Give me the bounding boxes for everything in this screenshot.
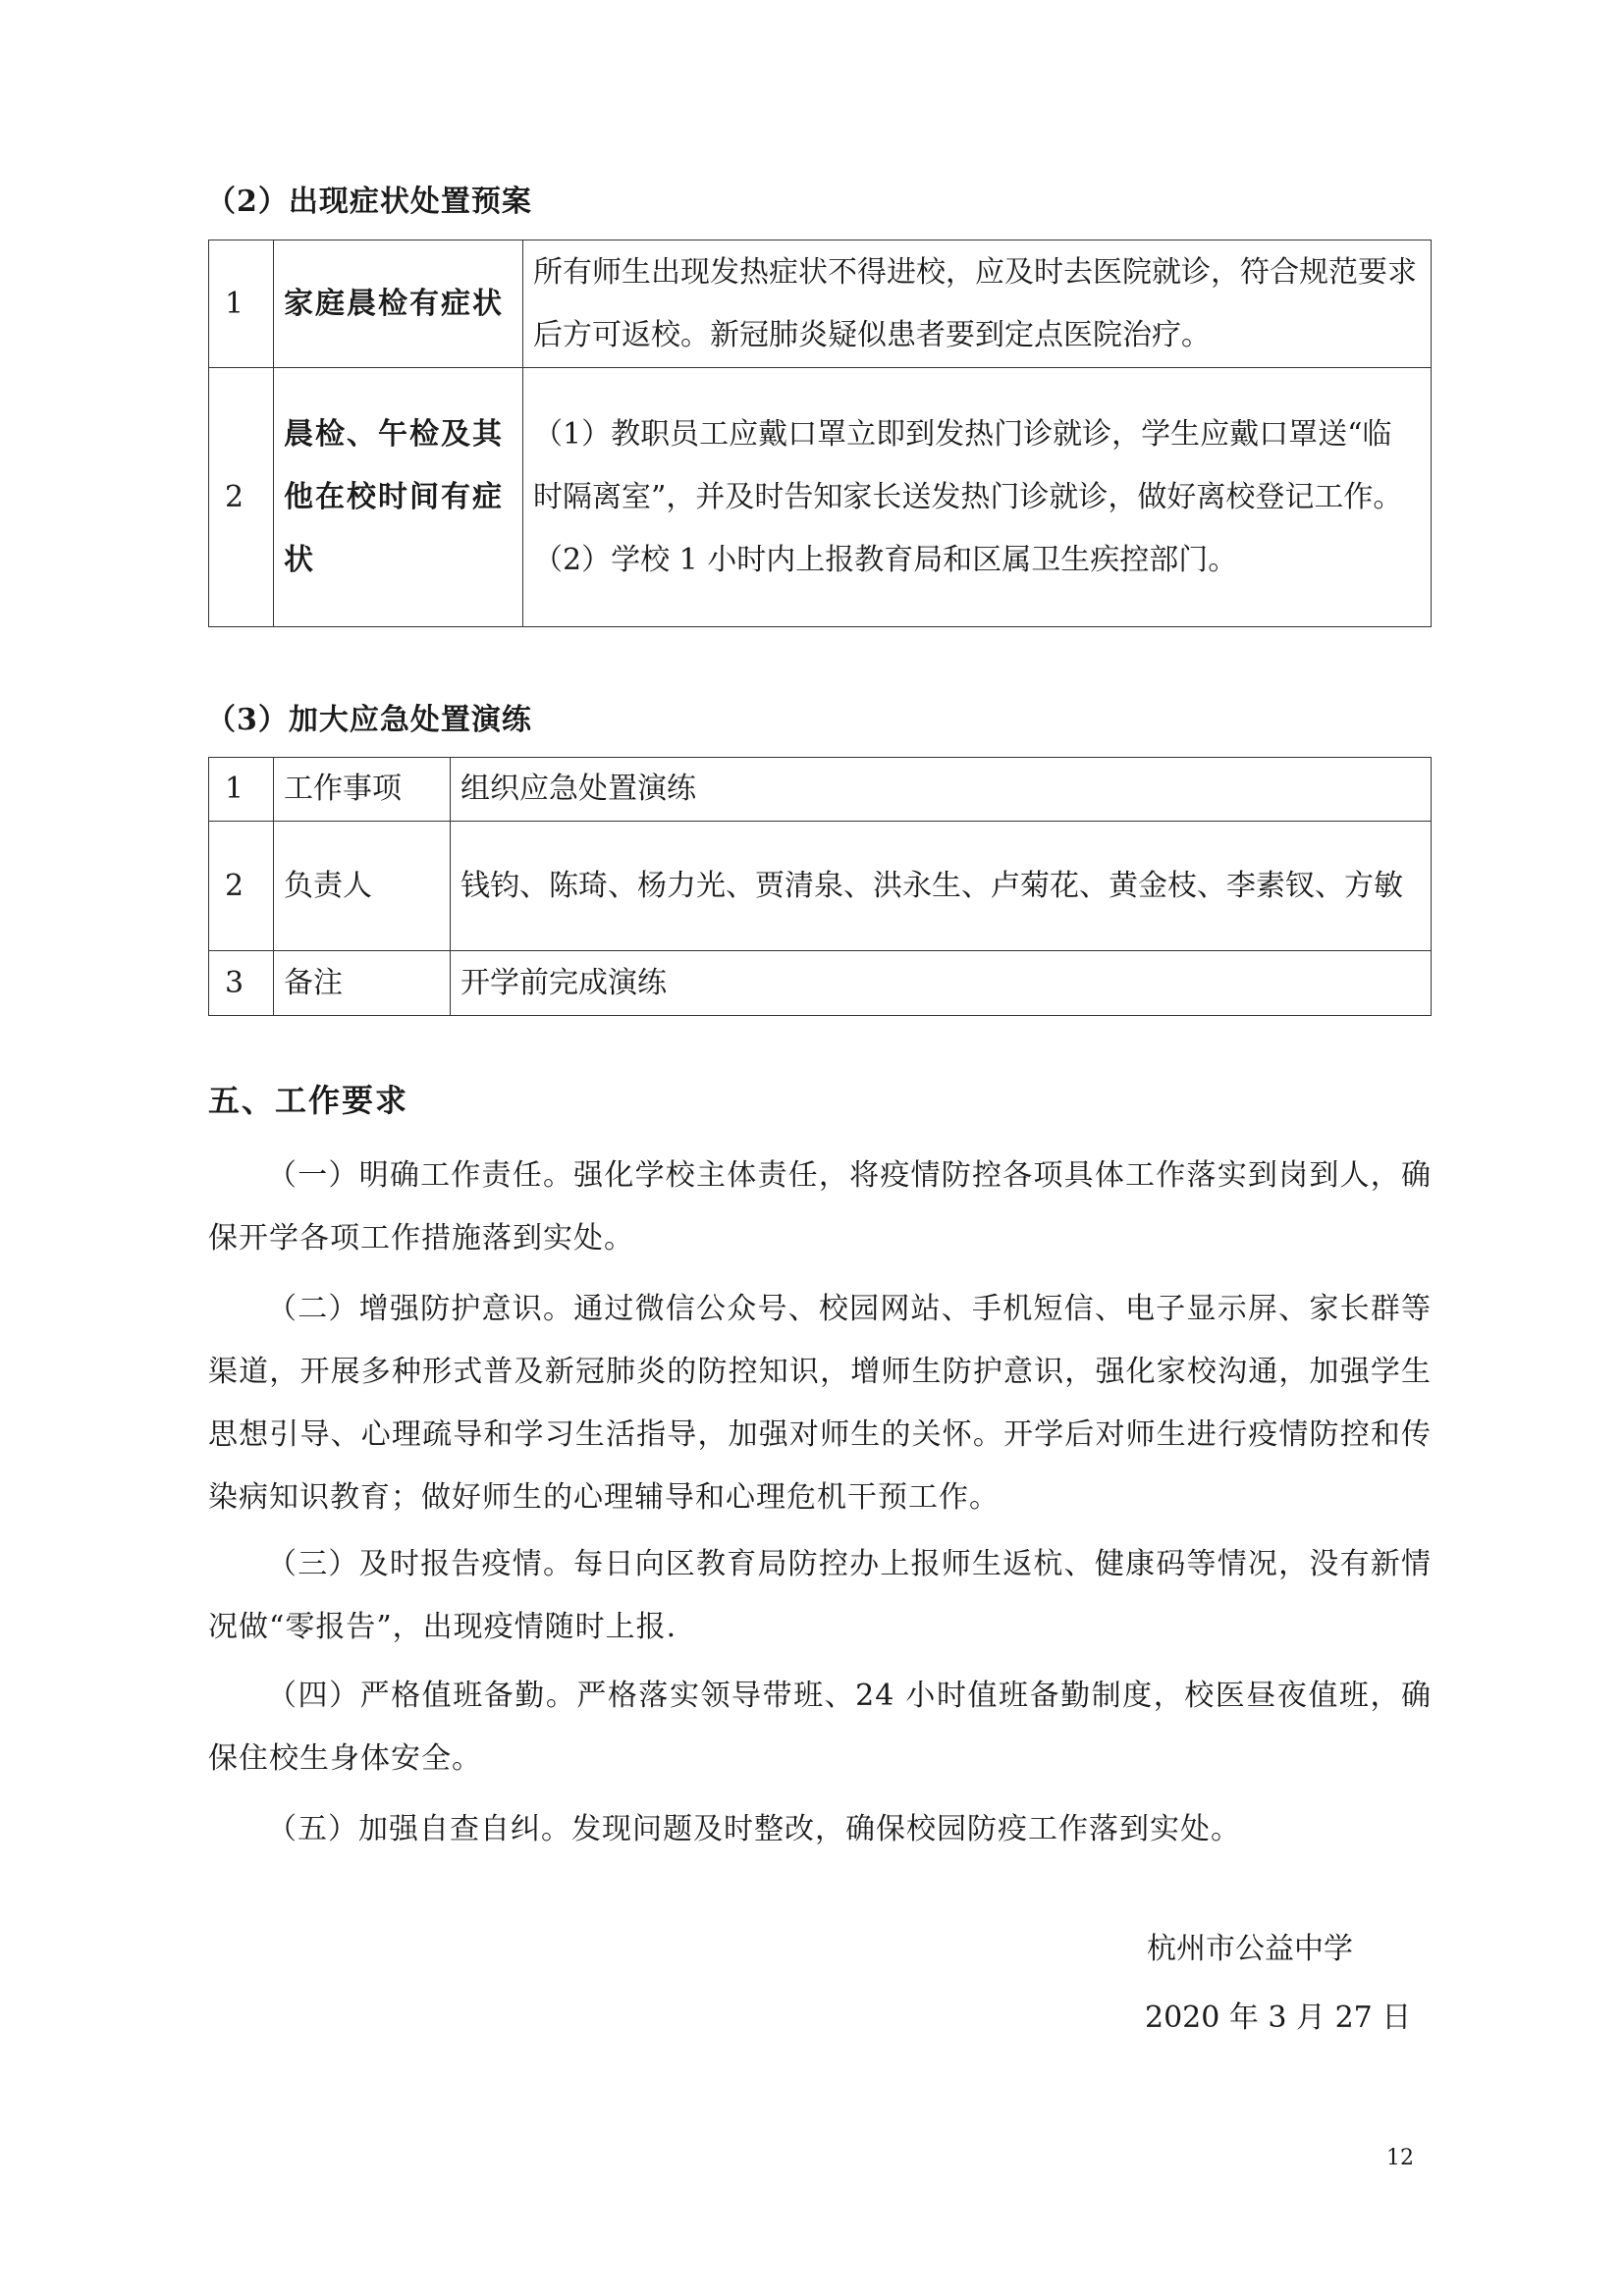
row-label: 工作事项: [274, 758, 451, 822]
row-number: 2: [209, 368, 274, 627]
row-label: 负责人: [274, 822, 451, 951]
table-row: [209, 822, 1432, 951]
row-content: [523, 368, 1432, 627]
row-number: 1: [209, 240, 274, 368]
row-content: [523, 240, 1432, 368]
row-content: 开学前完成演练: [451, 951, 1432, 1016]
content-paragraph: （2）学校 1 小时内上报教育局和区属卫生疾控部门。: [533, 542, 1238, 577]
row-number: 1: [209, 758, 274, 822]
row-number: 3: [209, 951, 274, 1016]
symptom-plan-table: [208, 240, 1432, 627]
requirement-paragraph: （二）增强防护意识。通过微信公众号、校园网站、手机短信、电子显示屏、家长群等渠道，开展多种形式普及新冠肺炎的防控知识，增师生防护意识，强化家校沟通，加强学生思想引导、心理疏导和学习生活指导，加强对师生的关怀。开学后对师生进行疫情防控和传染病知识教育；做好师生的心理辅导和心理危机干预工作。: [208, 1292, 1432, 1515]
requirement-paragraph: （四）严格值班备勤。严格落实领导带班、24 小时值班备勤制度，校医昼夜值班，确保住校生身体安全。: [208, 1679, 1432, 1776]
content-paragraph: （1）教职员工应戴口罩立即到发热门诊就诊，学生应戴口罩送“临时隔离室”，并及时告知家长送发热门诊就诊，做好离校登记工作。: [533, 416, 1403, 514]
signature-date: 2020 年 3 月 27 日: [1145, 2001, 1412, 2035]
row-label: 晨检、午检及其他在校时间有症状: [274, 368, 523, 627]
row-content: 钱钧、陈琦、杨力光、贾清泉、洪永生、卢菊花、黄金枝、李素钗、方敏: [451, 822, 1432, 951]
section2-heading: （2）出现症状处置预案: [206, 185, 532, 219]
table-row: [209, 758, 1432, 822]
row-content: 组织应急处置演练: [451, 758, 1432, 822]
requirements-title: 五、工作要求: [208, 1082, 409, 1119]
content-paragraph: 所有师生出现发热症状不得进校，应及时去医院就诊，符合规范要求后方可返校。新冠肺炎疑似患者要到定点医院治疗。: [533, 254, 1417, 352]
section3-heading: （3）加大应急处置演练: [206, 703, 532, 737]
requirement-paragraph: （三）及时报告疫情。每日向区教育局防控办上报师生返杭、健康码等情况，没有新情况做“零报告”，出现疫情随时上报.: [208, 1547, 1432, 1644]
table-row: [209, 951, 1432, 1016]
table-row: [209, 368, 1432, 627]
page-number: 12: [1386, 2146, 1414, 2170]
requirement-paragraph: （五）加强自查自纠。发现问题及时整改，确保校园防疫工作落到实处。: [267, 1812, 1241, 1846]
signature-org: 杭州市公益中学: [1147, 1932, 1353, 1966]
row-label: 家庭晨检有症状: [274, 240, 523, 368]
drill-table: [208, 757, 1432, 1016]
row-label: 备注: [274, 951, 451, 1016]
table-row: [209, 240, 1432, 368]
row-number: 2: [209, 822, 274, 951]
requirement-paragraph: （一）明确工作责任。强化学校主体责任，将疫情防控各项具体工作落实到岗到人，确保开学各项工作措施落到实处。: [208, 1158, 1432, 1255]
